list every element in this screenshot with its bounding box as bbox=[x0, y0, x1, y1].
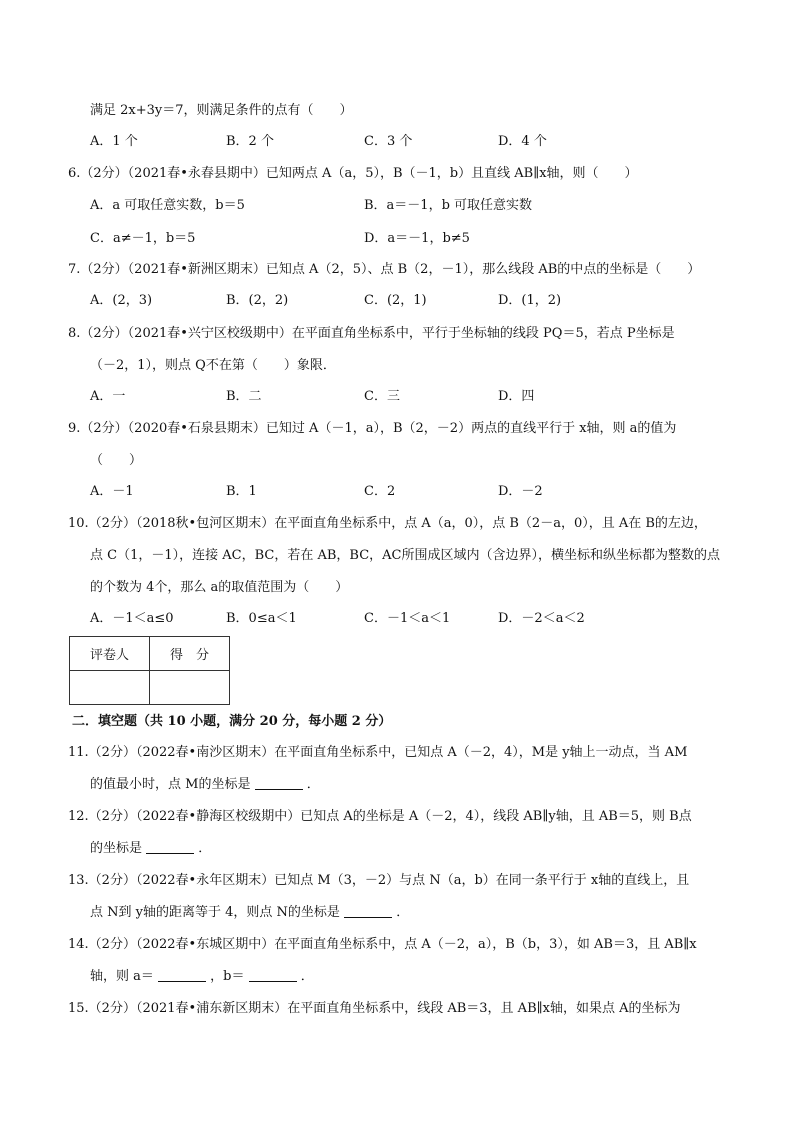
question-9-stem: 9.（2分）（2020春•石泉县期末）已知过 A（－1，a），B（2，－2）两点的直线平行于 x轴，则 a的值为 bbox=[68, 421, 677, 436]
score-table bbox=[69, 636, 230, 705]
q10-option-b: B．0≤a＜1 bbox=[226, 611, 297, 626]
q14-answer-blank-b[interactable] bbox=[249, 967, 297, 982]
q9-option-a: A．－1 bbox=[90, 484, 134, 499]
q11-period: ． bbox=[306, 777, 320, 792]
question-12-stem-cont bbox=[90, 839, 211, 859]
question-6-stem: 6.（2分）（2021春•永春县期中）已知两点 A（a，5），B（－1，b）且直线 AB∥x轴，则（ ） bbox=[68, 166, 638, 181]
question-14-stem: 14.（2分）（2022春•东城区期中）在平面直角坐标系中，点 A（－2，a），B（b，3），如 AB＝3，且 AB∥x bbox=[68, 937, 697, 952]
q6-option-a: A．a 可取任意实数，b＝5 bbox=[90, 198, 245, 213]
question-12-stem: 12.（2分）（2022春•静海区校级期中）已知点 A的坐标是 A（－2，4），线段 AB∥y轴，且 AB＝5，则 B点 bbox=[68, 809, 692, 824]
q13-answer-blank[interactable] bbox=[344, 903, 392, 918]
q12-text: 的坐标是 bbox=[90, 841, 143, 856]
q8-option-c: C．三 bbox=[364, 389, 400, 404]
q8-option-a: A．一 bbox=[90, 389, 126, 404]
q8-option-b: B．二 bbox=[226, 389, 262, 404]
q7-option-d: D．(1，2) bbox=[498, 293, 562, 308]
q14-text-b: ，b＝ bbox=[210, 969, 245, 984]
q10-option-a: A．－1＜a≤0 bbox=[90, 611, 174, 626]
q5-option-d: D．4 个 bbox=[498, 134, 547, 149]
q9-option-b: B．1 bbox=[226, 484, 257, 499]
question-9-stem-cont: （ ） bbox=[90, 453, 143, 468]
score-header: 得 分 bbox=[150, 637, 230, 671]
question-13-stem: 13.（2分）（2022春•永年区期末）已知点 M（3，－2）与点 N（a，b）在同一条平行于 x轴的直线上，且 bbox=[68, 873, 690, 888]
q12-period: ． bbox=[198, 841, 212, 856]
q6-option-b: B．a＝－1，b 可取任意实数 bbox=[364, 198, 533, 213]
q9-option-d: D．－2 bbox=[498, 484, 543, 499]
question-7-stem: 7.（2分）（2021春•新洲区期末）已知点 A（2，5）、点 B（2，－1），那么线段 AB的中点的坐标是（ ） bbox=[68, 262, 701, 277]
question-8-stem: 8.（2分）（2021春•兴宁区校级期中）在平面直角坐标系中，平行于坐标轴的线段 PQ＝5，若点 P坐标是 bbox=[68, 326, 675, 341]
q5-option-b: B．2 个 bbox=[226, 134, 274, 149]
question-11-stem-cont bbox=[90, 775, 320, 795]
q12-answer-blank[interactable] bbox=[146, 839, 194, 854]
q7-option-b: B．(2，2) bbox=[226, 293, 289, 308]
q14-answer-blank-a[interactable] bbox=[158, 967, 206, 982]
q11-answer-blank[interactable] bbox=[255, 775, 303, 790]
question-10-stem-cont: 点 C（1，－1），连接 AC，BC，若在 AB，BC，AC所围成区域内（含边界），横坐标和纵坐标都为整数的点 bbox=[90, 548, 720, 563]
q7-option-c: C．(2，1) bbox=[364, 293, 427, 308]
q5-option-a: A．1 个 bbox=[90, 134, 138, 149]
question-15-stem: 15.（2分）（2021春•浦东新区期末）在平面直角坐标系中，线段 AB＝3，且 AB∥x轴，如果点 A的坐标为 bbox=[68, 1001, 681, 1016]
question-11-stem: 11.（2分）（2022春•南沙区期末）在平面直角坐标系中，已知点 A（－2，4），M是 y轴上一动点，当 AM bbox=[68, 745, 688, 760]
q7-option-a: A．(2，3) bbox=[90, 293, 153, 308]
q10-option-d: D．－2＜a＜2 bbox=[498, 611, 585, 626]
question-8-stem-cont: （－2，1），则点 Q不在第（ ）象限． bbox=[90, 358, 336, 373]
q6-option-c: C．a≠－1，b＝5 bbox=[90, 231, 196, 246]
grader-cell bbox=[70, 671, 150, 705]
q14-text-a: 轴，则 a＝ bbox=[90, 969, 154, 984]
q10-option-c: C．－1＜a＜1 bbox=[364, 611, 451, 626]
question-10-stem-cont2: 的个数为 4个，那么 a的取值范围为（ ） bbox=[90, 580, 349, 595]
grader-header: 评卷人 bbox=[70, 637, 150, 671]
question-13-stem-cont bbox=[90, 903, 409, 923]
q8-option-d: D．四 bbox=[498, 389, 535, 404]
q13-text: 点 N到 y轴的距离等于 4，则点 N的坐标是 bbox=[90, 905, 340, 920]
q5-option-c: C．3 个 bbox=[364, 134, 413, 149]
q14-period: ． bbox=[300, 969, 314, 984]
q11-text: 的值最小时，点 M的坐标是 bbox=[90, 777, 251, 792]
question-10-stem: 10.（2分）（2018秋•包河区期末）在平面直角坐标系中，点 A（a，0），点 B（2－a，0），且 A在 B的左边， bbox=[68, 516, 707, 531]
q13-period: ． bbox=[396, 905, 410, 920]
q9-option-c: C．2 bbox=[364, 484, 396, 499]
q6-option-d: D．a＝－1，b≠5 bbox=[364, 231, 470, 246]
score-cell bbox=[150, 671, 230, 705]
question-14-stem-cont bbox=[90, 967, 314, 987]
question-5-stem-end: 满足 2x+3y＝7，则满足条件的点有（ ） bbox=[90, 103, 353, 118]
section-2-heading: 二．填空题（共 10 小题，满分 20 分，每小题 2 分） bbox=[72, 714, 392, 729]
